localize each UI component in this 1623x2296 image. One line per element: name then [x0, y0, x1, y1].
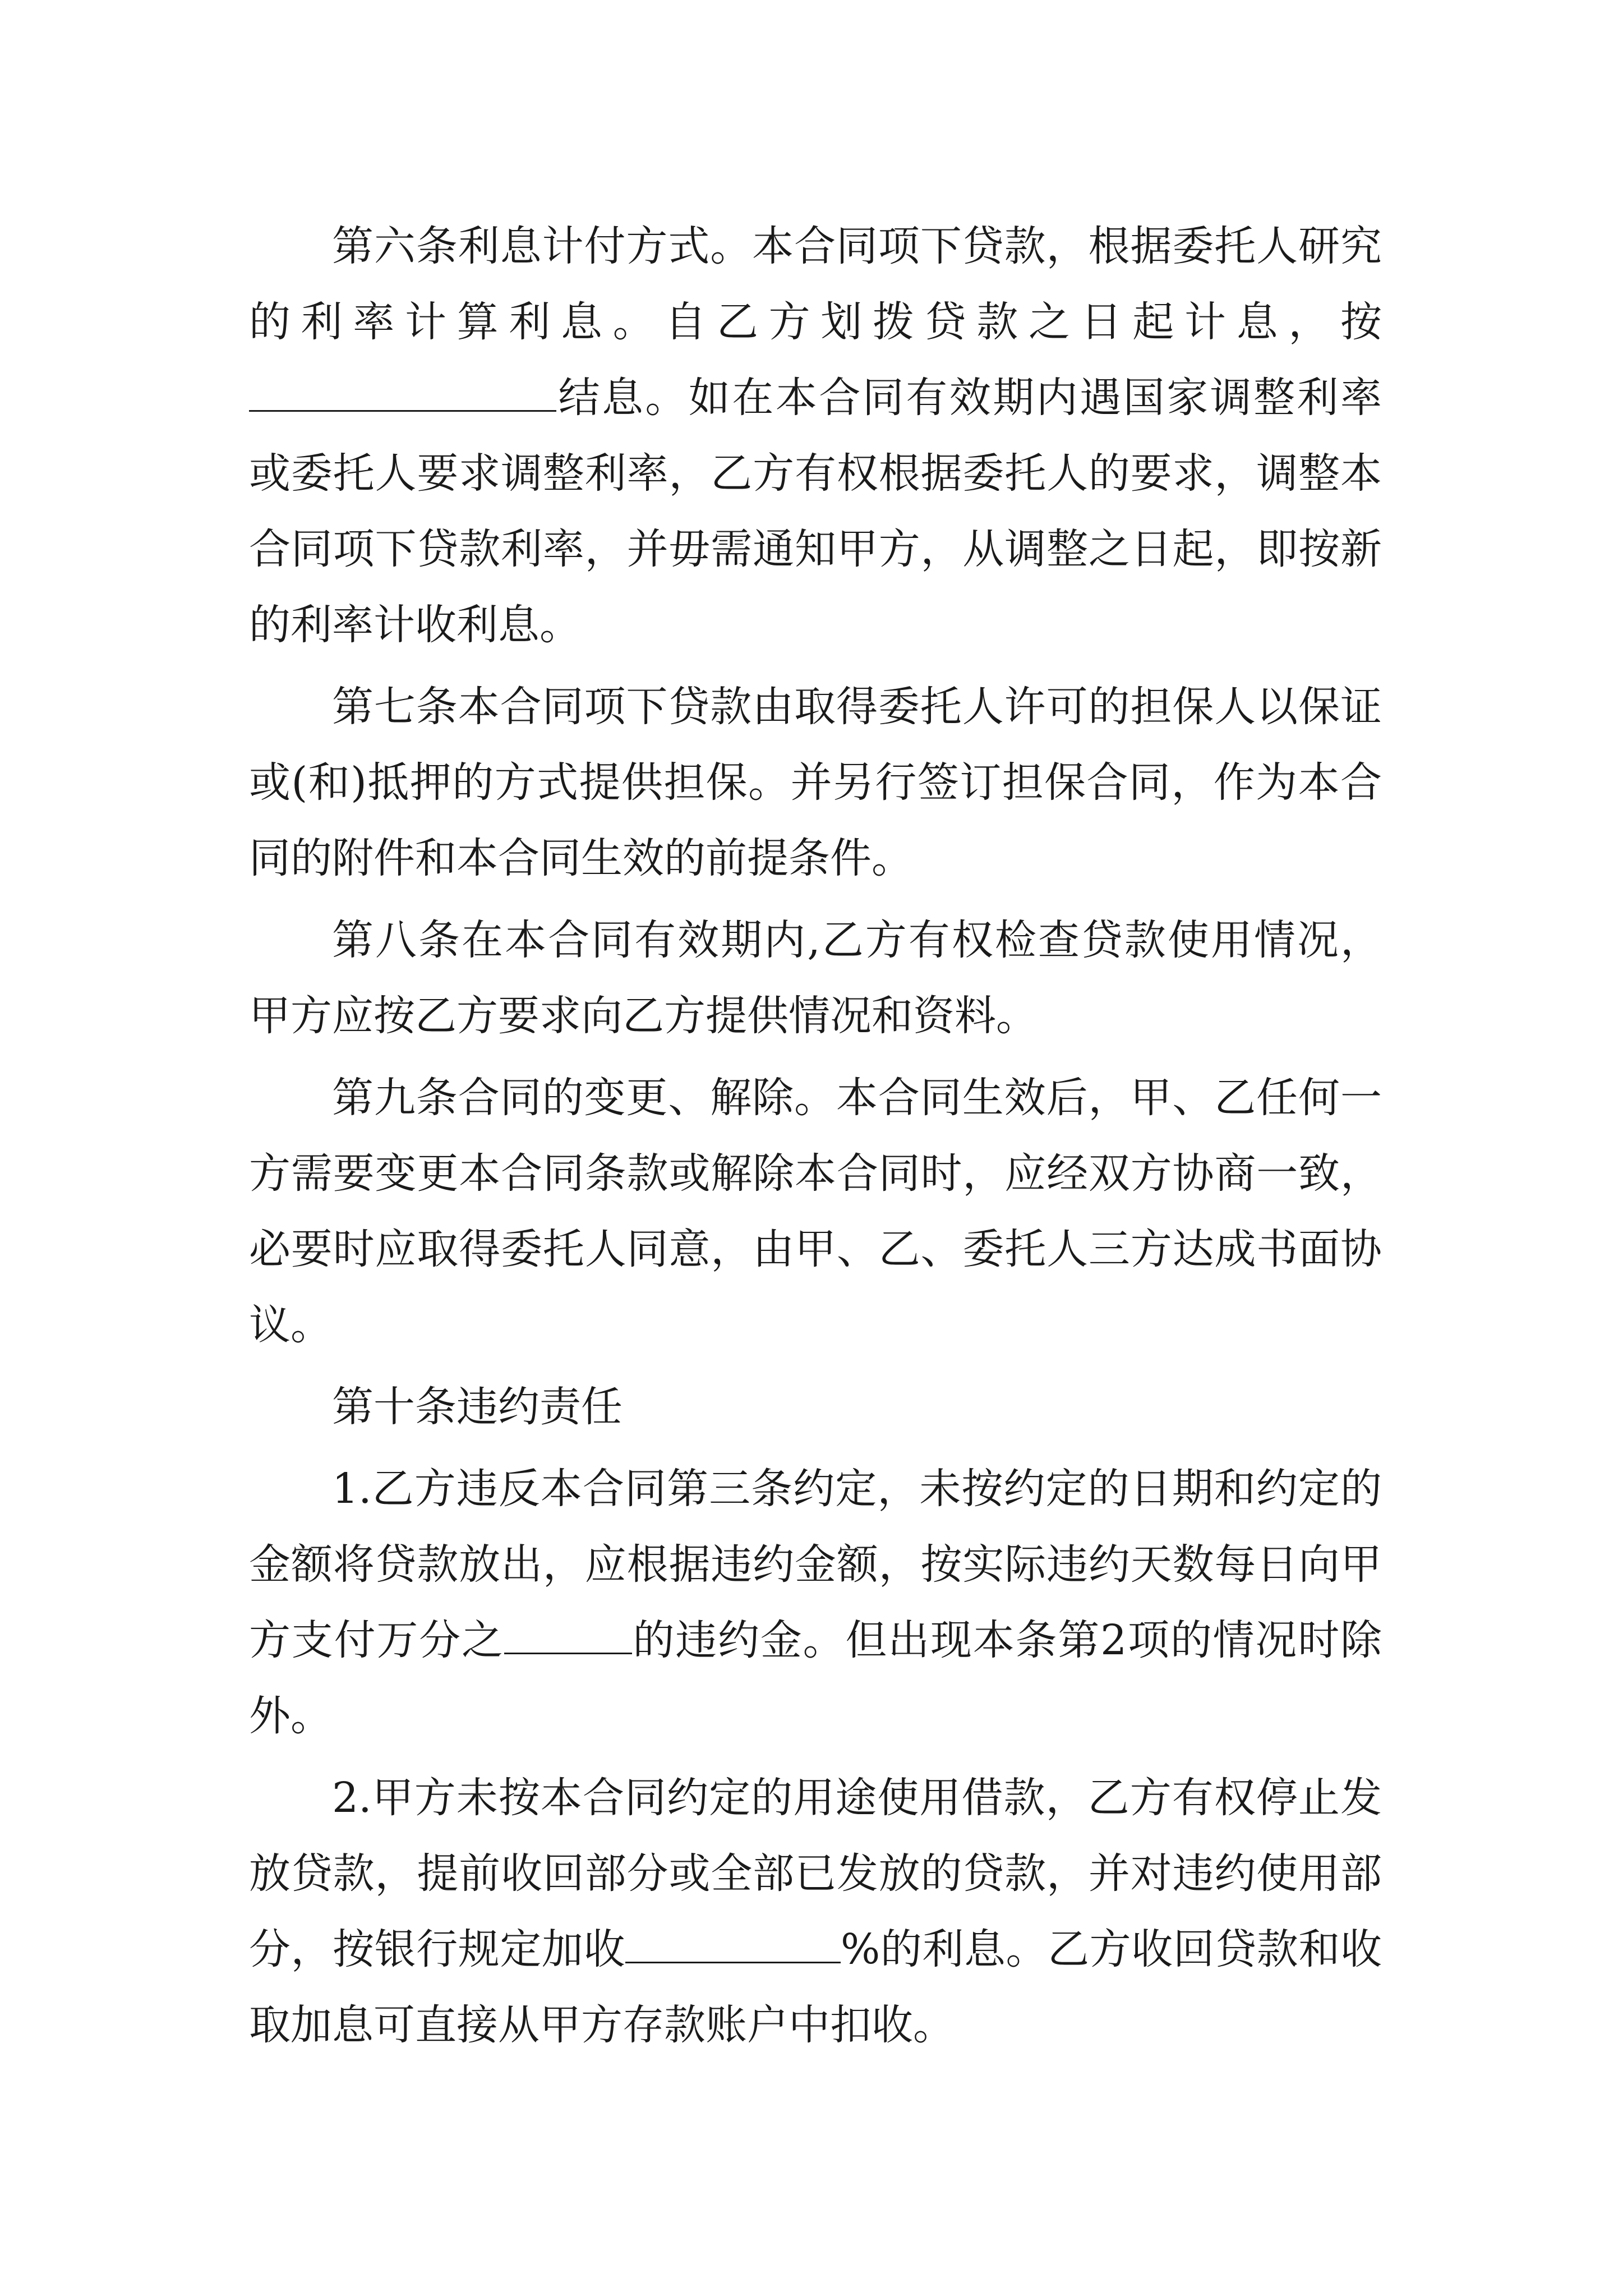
- article-10-title: 第十条违约责任: [332, 1383, 623, 1431]
- article-6-text-after-blank: 结息。如在本合同有效期内遇国家调整利率或委托人要求调整利率，乙方有权根据委托人的要求，调整本合同项下贷款利率，并毋需通知甲方，从调整之日起，即按新的利率计收利息。: [249, 374, 1382, 649]
- item-2-text-before-blank: 2.甲方未按本合同约定的用途使用借款，乙方有权停止发放贷款，提前收回部分或全部已发放的贷款，并对违约使用部分，按银行规定加收: [249, 1774, 1382, 1973]
- article-10-item-2: [249, 1760, 1382, 2063]
- article-9-amendment: 第九条合同的变更、解除。本合同生效后，甲、乙任何一方需要变更本合同条款或解除本合同时，应经双方协商一致，必要时应取得委托人同意，由甲、乙、委托人三方达成书面协议。: [249, 1074, 1382, 1349]
- article-6-text-before-blank: 第六条利息计付方式。本合同项下贷款，根据委托人研究的利率计算利息。自乙方划拨贷款之日起计息，按: [249, 222, 1382, 346]
- extra-interest-percent-blank: [625, 1922, 841, 1963]
- settlement-method-blank: [249, 371, 556, 412]
- article-10-item-1: [249, 1451, 1382, 1754]
- penalty-rate-blank: [504, 1613, 632, 1654]
- item-1-text-after-blank: 的违约金。但出现本条第2项的情况时除外。: [249, 1616, 1382, 1740]
- article-7-guarantee: 第七条本合同项下贷款由取得委托人许可的担保人以保证或(和)抵押的方式提供担保。并另行签订担保合同，作为本合同的附件和本合同生效的前提条件。: [249, 683, 1382, 882]
- article-6-interest-payment: [249, 209, 1382, 663]
- item-1-text-before-blank: 1.乙方违反本合同第三条约定，未按约定的日期和约定的金额将贷款放出，应根据违约金额，按实际违约天数每日向甲方支付万分之: [249, 1465, 1382, 1664]
- item-2-text-after-blank: %的利息。乙方收回贷款和收取加息可直接从甲方存款账户中扣收。: [249, 1925, 1382, 2049]
- article-8-inspection: 第八条在本合同有效期内,乙方有权检查贷款使用情况，甲方应按乙方要求向乙方提供情况和资料。: [249, 916, 1382, 1040]
- contract-body: [249, 209, 1382, 2069]
